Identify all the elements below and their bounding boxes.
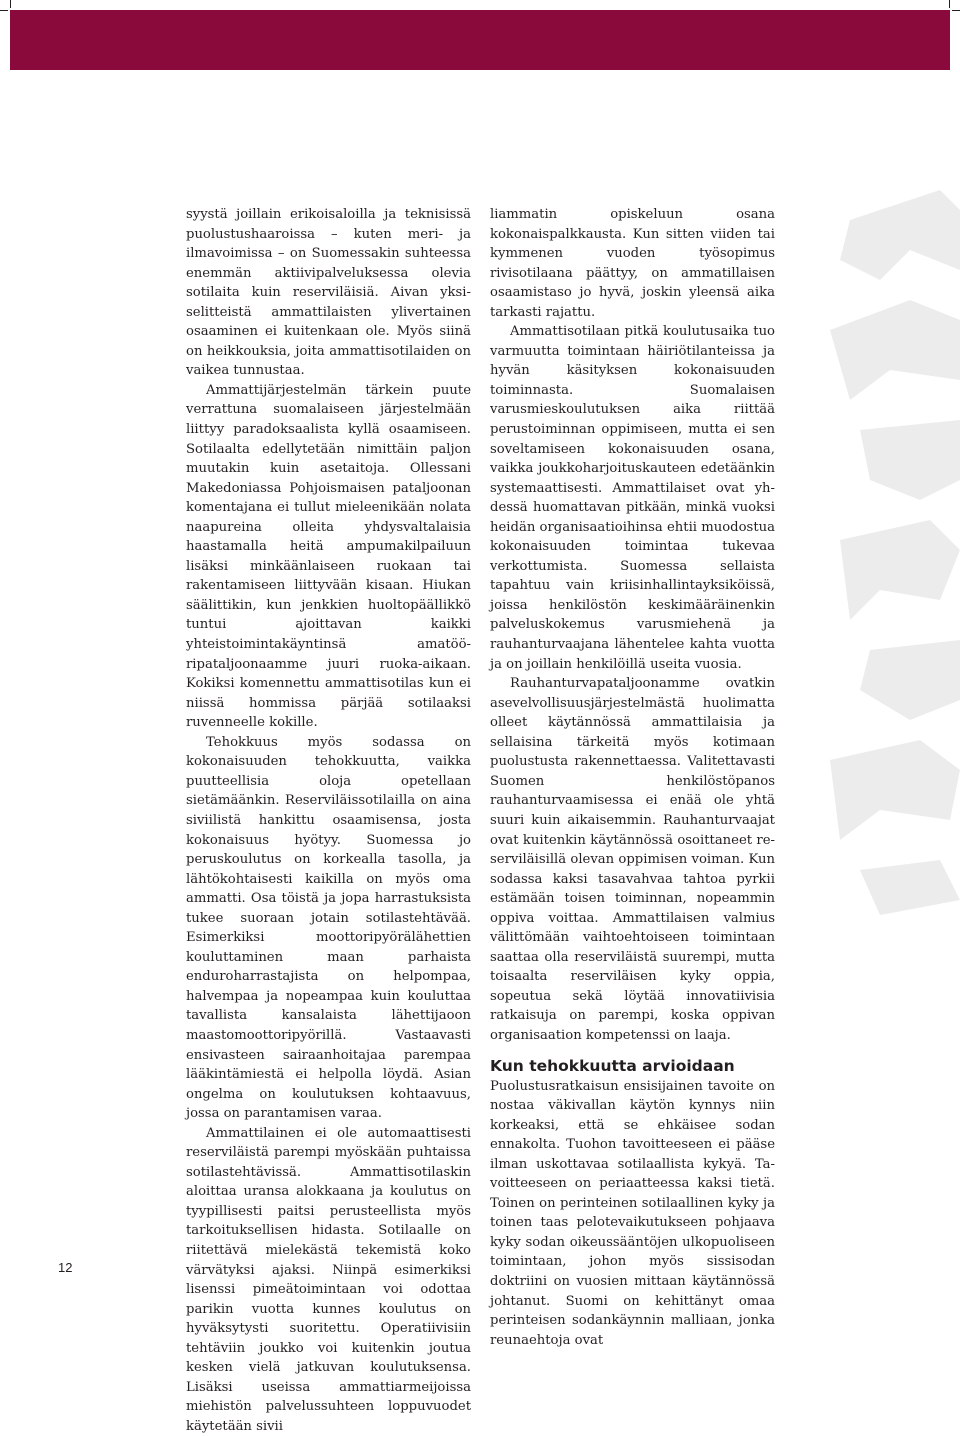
body-paragraph: Tehokkuus myös sodassa on kokonaisuuden tehokkuutta, vaikka puutteellisia oloja opetellaan sietämäänkin. Reserviläissotilailla on aina siviilistä hankittu osaamisensa, josta kokonaisuus hyötyy. Suomessa jo peruskoulutus on korkealla tasolla, ja lähtökohtaisesti kaikilla on myös oma ammatti. Osa töistä ja jopa harrastuksista tukee suoraan jotain sotilastehtävää. Esimerkiksi moottoripyörälähettien kouluttaminen maan parhaista enduroharrastajista on helpompaa, halvempaa ja nopeampaa kuin kouluttaa tavallista kansalaista lähettijaoon maastomoottoripyörillä. Vastaavasti ensivasteen sairaanhoitajaa parempaa lääkintämiestä ei helpolla löydä. Asian ongelma on koulutuksen kohtaavuus, jossa on parantamisen varaa. — [186, 734, 471, 1122]
section-heading: Kun tehokkuutta arvioidaan — [490, 1056, 735, 1075]
crop-mark-top-left-horizontal — [0, 10, 8, 11]
body-paragraph: Rauhanturvapataljoonamme ovatkin asevelvollisuusjärjestelmästä huolimatta olleet käytännössä ammattilaisia ja sellaisina tärkeitä myös kotimaan puolustusta rakennettaessa. Valitettavasti Suomen henkilöstöpanos rauhanturvaamisessa ei enää ole yhtä suuri kuin aikaisemmin. Rauhanturvaajat ovat kuitenkin käytännössä osoittaneet reserviläisillä olevan oppimisen voiman. Kun sodassa kaksi tasavahvaa tahtoa pyrkii estämään toisen toiminnan, nopeammin oppiva voittaa. Ammattilaisen valmius välittömään vaihtoehtoiseen toimintaan saattaa olla reserviläistä suurempi, mutta toisaalta reserviläisen kyky oppia, sopeutua sekä löytää innovatiivisia ratkaisuja on parempi, koska oppivan organisaation kompetenssi on laaja. — [490, 676, 775, 1043]
page-number: 12 — [58, 1260, 73, 1275]
body-paragraph: syystä joillain erikoisaloilla ja teknisissä puolustushaaroissa – kuten meri- ja ilmavoimissa – on Suomessakin suhteessa enemmän aktiivipalveluksessa olevia sotilaita kuin reserviläisiä. Aivan yksiselitteistä ammattilaisten ylivertainen osaaminen ei kuitenkaan ole. Myös siinä on heikkouksia, joita ammattisotilaiden on vaikea tunnustaa. — [186, 207, 471, 379]
body-paragraph: Puolustusratkaisun ensisijainen tavoite on nostaa väkivallan käytön kynnys niin korkeaksi, että se ehkäisee sodan ennakolta. Tuohon tavoitteeseen ei pääse ilman uskottavaa sotilaallista kykyä. Tavoitteeseen on periaatteessa kaksi tietä. Toinen on perinteinen sotilaallinen kyky ja toinen taas pelotevaikutukseen pohjaava kyky sodan oikeussääntöjen ulkopuoliseen toimintaan, johon myös sissisodan doktriini on vuosien mittaan käytännössä johtanut. Suomi on kehittänyt omaa perinteisen sodankäynnin malliaan, jonka reunaehtoja ovat — [490, 1078, 775, 1348]
header-banner — [10, 10, 950, 70]
body-paragraph: liammatin opiskeluun osana kokonaispalkkausta. Kun sitten viiden tai kymmenen vuoden työsopimus rivisotilaana päättyy, on ammatillaisen osaamistaso jo hyvä, joskin yleensä aika tarkasti rajattu. — [490, 207, 775, 320]
crop-mark-top-right-vertical — [949, 0, 950, 8]
body-paragraph: Ammattijärjestelmän tärkein puute verrattuna suomalaiseen järjestelmään liittyy paradoksaalista kyllä osaamiseen. Sotilaalta edellytetään nimittäin paljon muutakin kuin asetaitoja. Ollessani Makedoniassa Pohjoismaisen pataljoonan komentajana ei tullut mieleenikään nolata naapureina olleita yhdysvaltalaisia haastamalla heitä ampumakilpailuun lisäksi minkäänlaiseen ruokaan tai rakentamiseen liittyvään kisaan. Hiukan säälittikin, kun jenkkien huoltopäällikkö tuntui ajoittavan kaikki yhteistoimintakäyntinsä amatööripataljoonaamme juuri ruoka-aikaan. Kokiksi komennettu ammattisotilas kun ei niissä hommissa pärjää sotilaaksi ruvenneelle kokille. — [186, 382, 471, 731]
right-text-column — [490, 205, 775, 1350]
body-paragraph: Ammattilainen ei ole automaattisesti reserviläistä parempi myöskään puhtaissa sotilastehtävissä. Ammattisotilaskin aloittaa uransa alokkaana ja koulutus on tyypillisesti paitsi perusteellista myös tarkoituksellisen hidasta. Sotilaalle on riitettävä mielekästä tekemistä koko värvätyksi ajaksi. Niinpä esimerkiksi lisenssi pimeätoimintaan voi odottaa parikin vuotta kunnes koulutus on hyväksytysti suoritettu. Operatiivisiin tehtäviin joukko voi kuitenkin joutua kesken vielä jatkuvan koulutuksensa. Lisäksi useissa ammattiarmeijoissa miehistön palvelussuhteen loppuvuodet käytetään sivii — [186, 1125, 471, 1434]
decorative-pattern — [820, 180, 960, 920]
body-paragraph: Ammattisotilaan pitkä koulutusaika tuo varmuutta toimintaan häiriötilanteissa ja hyvän käsityksen kokonaisuuden toiminnasta. Suomalaisen varusmieskoulutuksen aika riittää perustoiminnan oppimiseen, mutta ei sen soveltamiseen kokonaisuuden osana, vaikka joukkoharjoituskauteen edetäänkin systemaattisesti. Ammattilaiset ovat yhdessä huomattavan pitkään, minkä vuoksi heidän organisaatioihinsa ehtii muodostua kokonaisuuden toimintaa tukevaa verkottumista. Suomessa sellaista tapahtuu vain kriisinhallintayksiköissä, joissa henkilöstön keskimääräinenkin palveluskokemus varusmiehenä ja rauhanturvaajana lähentelee kahta vuotta ja on joillain henkilöillä useita vuosia. — [490, 324, 775, 672]
left-text-column — [186, 205, 471, 1436]
crop-mark-top-right-horizontal — [952, 10, 960, 11]
crop-mark-top-left-vertical — [10, 0, 11, 8]
